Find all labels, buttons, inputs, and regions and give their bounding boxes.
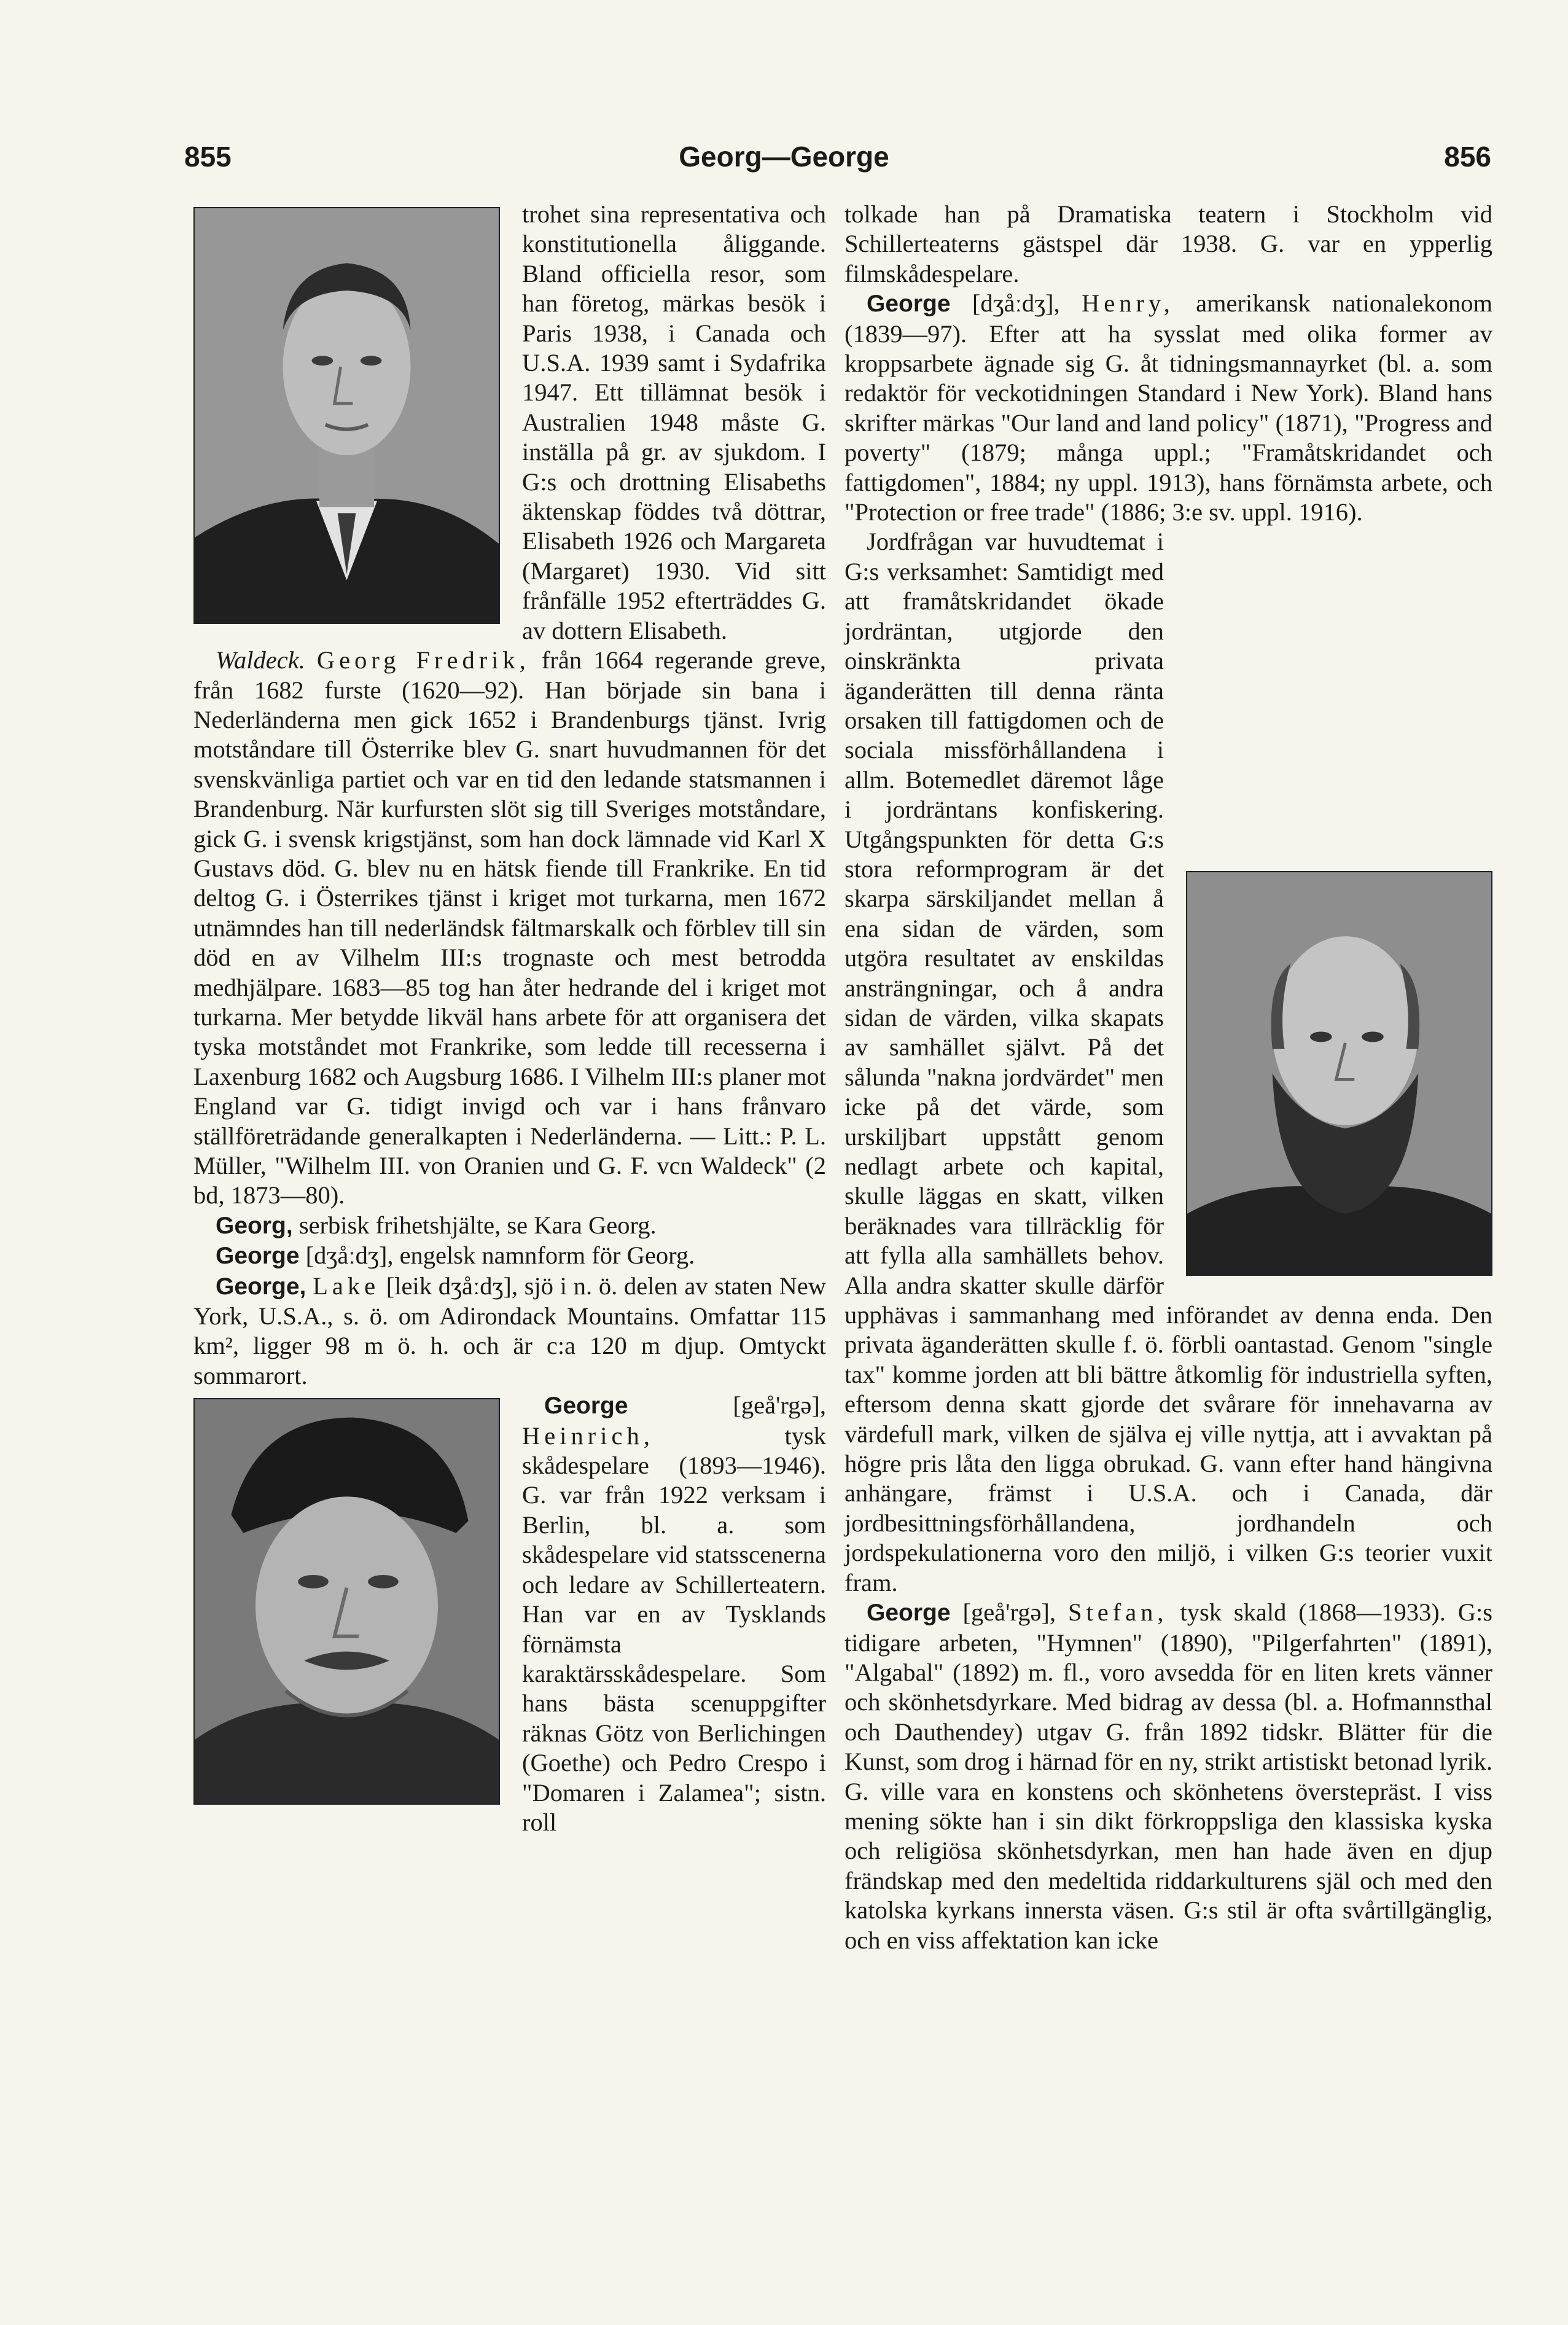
entry-henry-george — [844, 289, 1492, 527]
entry-george-engelsk — [193, 1241, 826, 1271]
entry-waldeck-lead: Waldeck. — [216, 646, 305, 674]
paragraph-jordfragan — [844, 527, 1492, 1598]
headword-george-henry: George — [867, 291, 951, 318]
entry-waldeck-text: från 1664 regerande greve, från 1682 furste (1620—92). Han började sin bana i Nederländerna men gick 1652 i Brandenburgs tjänst. Ivrig motståndare till Österrike blev G. snart huvudmannen för det svenskvänliga partiet och var en tid den ledande statsmannen i Brandenburg. När kurfursten slöt sig till Sveriges motståndare, gick G. i svensk krigstjänst, som han dock lämnade vid Karl X Gustavs död. G. blev nu en hätsk fiende till Frankrike. En tid deltog G. i Österrikes tjänst i kriget mot turkarna, men 1672 utnämndes han till nederländsk fältmarskalk och förblev till sin död en av Vilhelm III:s trognaste och mest betrodda medhjälpare. 1683—85 tog han åter hedrande del i kriget mot turkarna. Mer betydde likväl hans arbete för att organisera det tyska motståndet mot Frankrike, som ledde till recesserna i Laxenburg 1682 och Augsburg 1686. I Vilhelm III:s planer mot England var G. tidigt invigd och var i hans frånvaro ställföreträdande generalkapten i Nederländerna. — Litt.: P. L. Müller, "Wilhelm III. von Oranien und G. F. vcn Waldeck" (2 bd, 1873—80). — [193, 646, 826, 1209]
paragraph-jordfragan-text: Jordfrågan var huvudtemat i G:s verksamhet: Samtidigt med att framåtskridandet ökade jordräntan, utgjorde den oinskränkta privata äganderätten till denna ränta orsaken till fattigdomen och de sociala missförhållandena i allm. Botemedlet däremot låge i jordräntans konfiskering. Utgångspunkten för detta G:s stora reformprogram är det skarpa särskiljandet mellan å ena sidan de värden, som utgöra resultatet av enskildas ansträngningar, och å andra sidan de värden, vilka skapats av samhället självt. På det sålunda "nakna jordvärdet" men icke på det värde, som urskiljbart uppstått genom nedlagt arbete och kapital, skulle läggas en skatt, vilken beräknades vara tillräcklig för att fylla alla samhällets behov. Alla andra skatter skulle därför upphävas i sammanhang med införandet av denna enda. Den privata äganderätten skulle f. ö. förbli oantastad. Genom "single tax" komme jorden att bli bättre åtkomlig för industriella syften, eftersom denna skatt gjorde det svårare för innehavarna av värdefull mark, vilken de själva ej ville nyttja, att i avvaktan på högre pris låta den ligga obrukad. G. vann efter hand hängivna anhängare, främst i U.S.A. och i Canada, där jordbesittningsförhållandena, jordhandeln och jordspekulationerna voro den miljö, i vilken G:s teorier vuxit fram. — [844, 528, 1492, 1596]
entry-george-engelsk-text: [dʒåːdʒ], engelsk namnform för Georg. — [305, 1241, 695, 1270]
right-column — [844, 200, 1492, 1955]
entry-lake-george — [193, 1272, 826, 1391]
entry-waldeck — [193, 646, 826, 1211]
running-title: Georg—George — [679, 141, 889, 173]
portrait-photo-king-george — [193, 207, 500, 624]
entry-heinrich-pron: [geå'rgə], — [733, 1391, 826, 1420]
page-number-right: 856 — [1444, 141, 1491, 173]
page-number-left: 855 — [184, 141, 232, 173]
entry-georg-serbisk — [193, 1211, 826, 1241]
entry-henry-text: amerikansk nationalekonom (1839—97). Efter att ha sysslat med olika former av kroppsarbete ägnade sig G. åt tidningsmannayrket (bl. a. som redaktör för veckotidningen Standard i New York). Bland hans skrifter märkas "Our land and land policy" (1871), "Progress and poverty" (1879; många uppl.; "Framåtskridandet och fattigdomen", 1884; ny uppl. 1913), hans förnämsta arbete, och "Protection or free trade" (1886; 3:e sv. uppl. 1916). — [844, 289, 1493, 526]
headword-george-lake: George, — [216, 1273, 306, 1300]
entry-lake-name: Lake — [313, 1272, 380, 1300]
headword-georg: Georg, — [216, 1212, 293, 1239]
left-column — [193, 200, 826, 1837]
portrait-photo-heinrich-george — [193, 1398, 500, 1805]
page-header — [0, 140, 1568, 183]
paragraph-george-vi-cont: trohet sina representativa och konstitutionella åliggande. Bland officiella resor, som han företog, märkas besök i Paris 1938, i Canada och U.S.A. 1939 samt i Sydafrika 1947. Ett tillämnat besök i Australien 1948 måste G. inställa på gr. av sjukdom. I G:s och drottning Elisabeths äktenskap föddes två döttrar, Elisabeth 1926 och Margareta (Margaret) 1930. Vid sitt frånfälle 1952 efterträddes G. av dottern Elisabeth. — [522, 200, 826, 644]
portrait-photo-henry-george — [1186, 871, 1492, 1276]
entry-henry-pron: [dʒåːdʒ], — [972, 289, 1060, 318]
entry-heinrich-name: Heinrich, — [522, 1421, 654, 1450]
paragraph-heinrich-cont: tolkade han på Dramatiska teatern i Stockholm vid Schillerteaterns gästspel där 1938. G. var en ypperlig filmskådespelare. — [844, 200, 1492, 287]
entry-waldeck-name: Georg Fredrik, — [316, 646, 530, 674]
headword-george-stefan: George — [867, 1600, 951, 1627]
entry-lake-text: [leik dʒåːdʒ], sjö i n. ö. delen av staten New York, U.S.A., s. ö. om Adirondack Mountains. Omfattar 115 km², ligger 98 m ö. h. och är c:a 120 m djup. Omtyckt sommarort. — [193, 1272, 826, 1389]
entry-stefan-text: tysk skald (1868—1933). G:s tidigare arbeten, "Hymnen" (1890), "Pilgerfahrten" (1891), "Algabal" (1892) m. fl., voro avsedda för en liten krets vänner och skönhetsdyrkare. Med bidrag av dessa (bl. a. Hofmannsthal och Dauthendey) utgav G. från 1892 tidskr. Blätter für die Kunst, som drog i härnad för en ny, strikt artistiskt betonad lyrik. G. ville vara en konstens och skönhetens överstepräst. I viss mening sökte han i sin dikt förkroppsliga den klassiska kyska och religiösa skönhetsdyrkan, men han hade även en djup frändskap med den medeltida riddarkulturens själ och med den katolska kyrkans innersta väsen. G:s stil är ofta svårtillgänglig, och en viss affektation kan icke — [844, 1598, 1493, 1954]
entry-stefan-george — [844, 1598, 1492, 1955]
entry-georg-serbisk-text: serbisk frihetshjälte, se Kara Georg. — [298, 1211, 657, 1239]
entry-stefan-name: Stefan, — [1067, 1598, 1168, 1627]
headword-george: George — [216, 1243, 300, 1270]
headword-george-heinrich: George — [544, 1393, 628, 1420]
entry-stefan-pron: [geå'rgə], — [962, 1598, 1056, 1627]
entry-heinrich-text: tysk skådespelare (1893—1946). G. var från 1922 verksam i Berlin, bl. a. som skådespelare vid statsscenerna och ledare av Schillerteatern. Han var en av Tysklands förnämsta karaktärsskådespelare. Som hans bästa scenuppgifter räknas Götz von Berlichingen (Goethe) och Pedro Crespo i "Domaren i Zalamea"; sistn. roll — [522, 1421, 826, 1836]
entry-henry-name: Henry, — [1082, 289, 1174, 318]
